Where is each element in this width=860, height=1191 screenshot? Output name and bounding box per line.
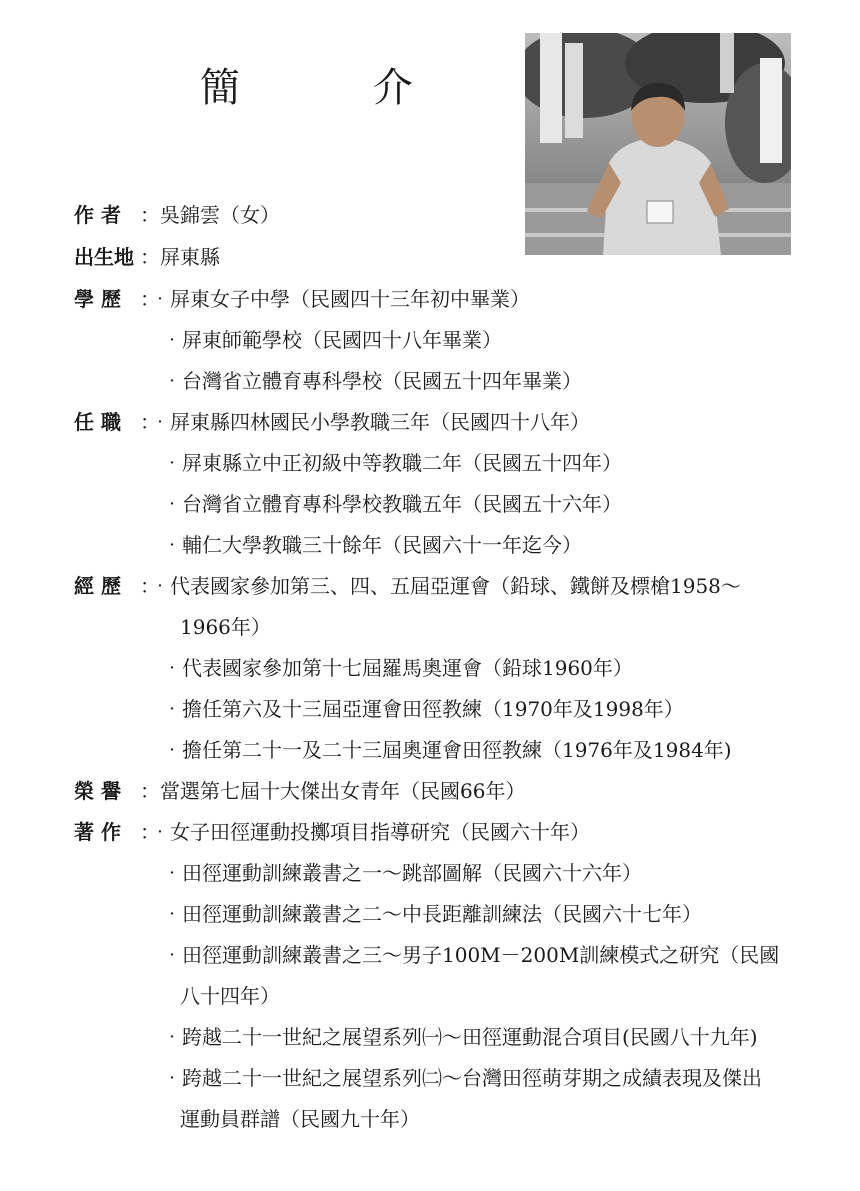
label-birthplace: 出生地 [74,245,134,269]
position-item: ‧輔仁大學教職三十餘年（民國六十一年迄今） [162,533,582,557]
position-item: ‧屏東縣立中正初級中等教職二年（民國五十四年） [162,451,622,475]
work-item: ：‧女子田徑運動投擲項目指導研究（民國六十年） [140,820,590,844]
birthplace-value: ：屏東縣 [140,245,220,269]
education-item: ‧台灣省立體育專科學校（民國五十四年畢業） [162,369,582,393]
experience-item: ：‧代表國家參加第三、四、五屆亞運會（鉛球、鐵餅及標槍1958～ [140,574,741,598]
honors-value: ：當選第七屆十大傑出女青年（民國66年） [140,779,526,803]
label-education: 學 歷 [74,287,121,311]
label-honors: 榮 譽 [74,779,121,803]
experience-item: ‧擔任第六及十三屆亞運會田徑教練（1970年及1998年） [162,697,684,721]
experience-item-continued: 1966年） [180,615,271,639]
page-title: 簡 介 [200,65,473,111]
label-works: 著 作 [74,820,121,844]
author-value: ：吳錦雲（女） [140,203,280,227]
work-item: ‧田徑運動訓練叢書之二～中長距離訓練法（民國六十七年） [162,902,702,926]
work-item-continued: 運動員群譜（民國九十年） [180,1107,420,1131]
label-positions: 任 職 [74,410,121,434]
work-item: ‧田徑運動訓練叢書之三～男子100M－200M訓練模式之研究（民國 [162,943,780,967]
education-item: ：‧屏東女子中學（民國四十三年初中畢業） [140,287,530,311]
position-item: ‧台灣省立體育專科學校教職五年（民國五十六年） [162,492,622,516]
position-item: ：‧屏東縣四林國民小學教職三年（民國四十八年） [140,410,590,434]
work-item-continued: 八十四年） [180,984,280,1008]
work-item: ‧田徑運動訓練叢書之一～跳部圖解（民國六十六年） [162,861,642,885]
work-item: ‧跨越二十一世紀之展望系列㈡～台灣田徑萌芽期之成績表現及傑出 [162,1066,762,1090]
work-item: ‧跨越二十一世紀之展望系列㈠～田徑運動混合項目(民國八十九年) [162,1025,758,1049]
education-item: ‧屏東師範學校（民國四十八年畢業） [162,328,502,352]
experience-item: ‧代表國家參加第十七屆羅馬奧運會（鉛球1960年） [162,656,633,680]
label-author: 作 者 [74,203,121,227]
label-experience: 經 歷 [74,574,121,598]
experience-item: ‧擔任第二十一及二十三屆奧運會田徑教練（1976年及1984年) [162,738,732,762]
